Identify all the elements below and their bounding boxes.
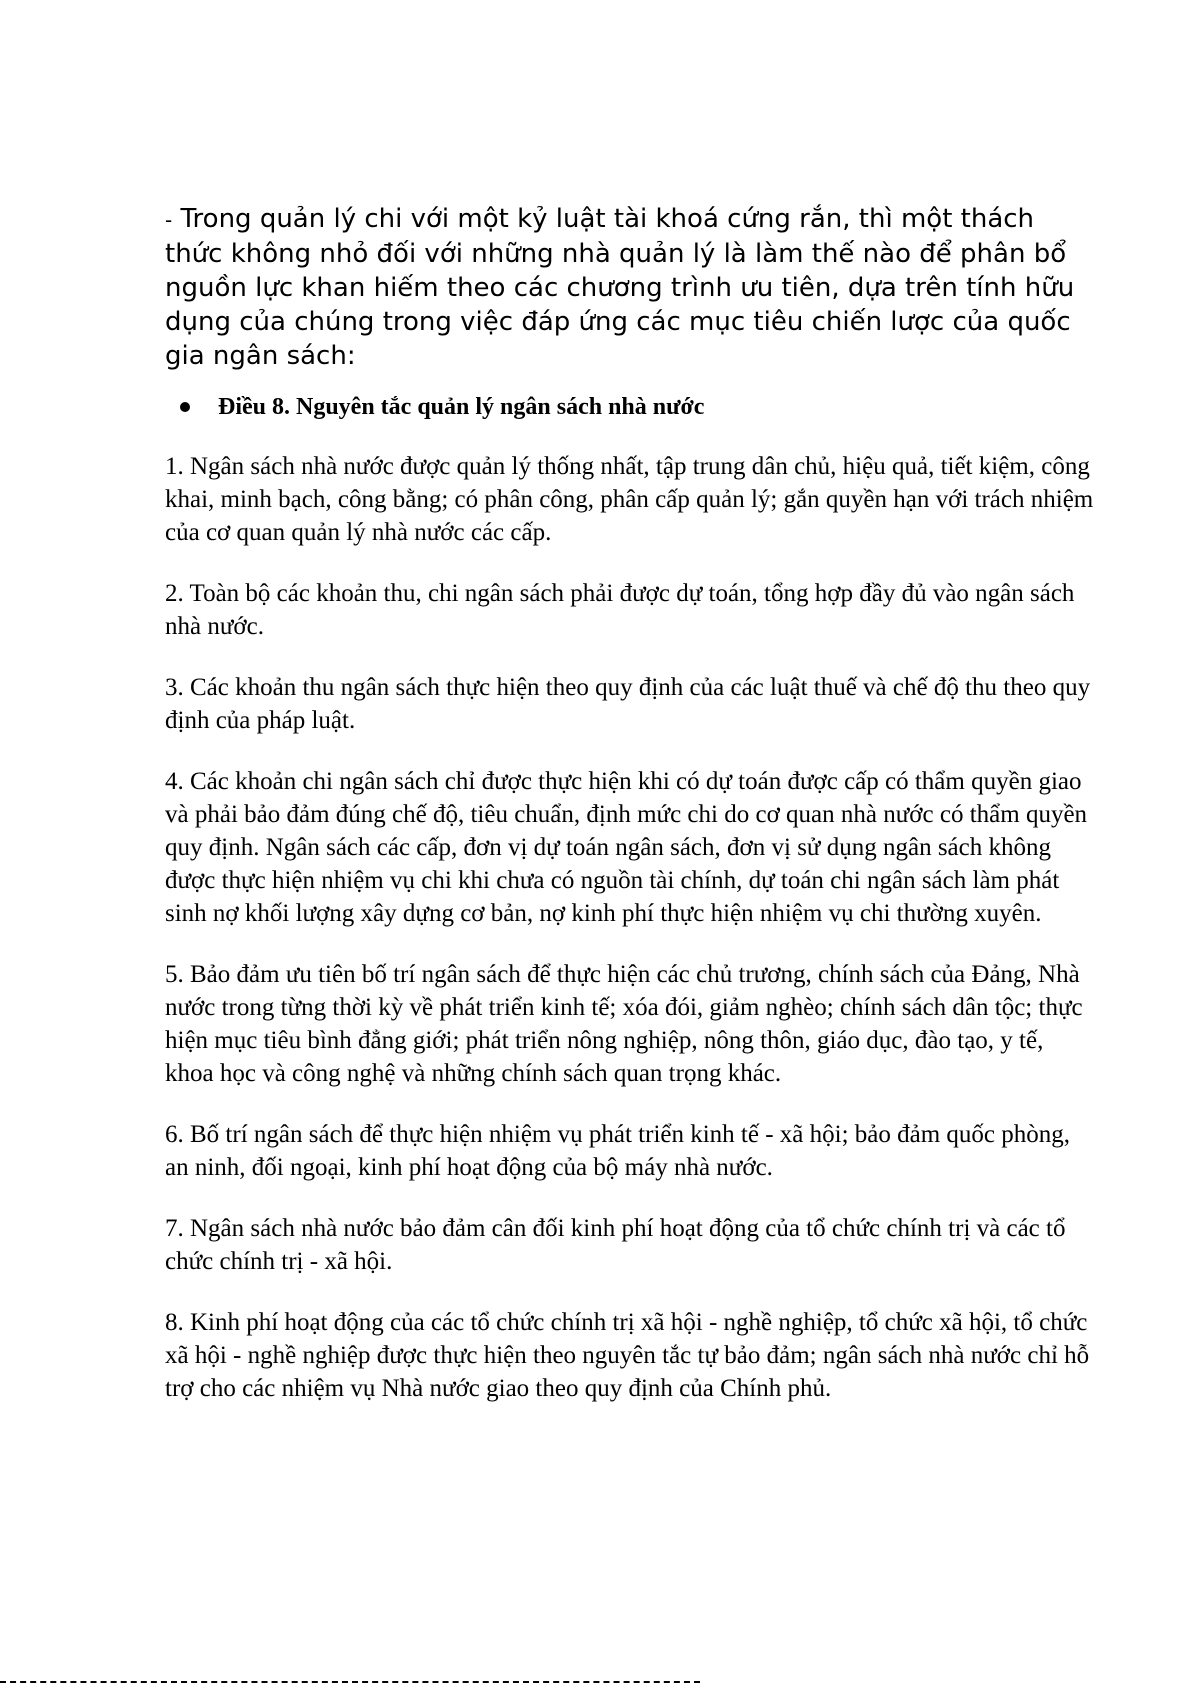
article-body bbox=[165, 450, 1095, 1433]
intro-paragraph bbox=[165, 202, 1095, 373]
article-heading bbox=[180, 390, 1080, 424]
clause-1: 1. Ngân sách nhà nước được quản lý thống nhất, tập trung dân chủ, hiệu quả, tiết kiệm, công khai, minh bạch, công bằng; có phân công, phân cấp quản lý; gắn quyền hạn với trách nhiệm của cơ quan quản lý nhà nước các cấp. bbox=[165, 453, 1094, 546]
bullet-icon bbox=[180, 402, 190, 412]
clause-4: 4. Các khoản chi ngân sách chỉ được thực hiện khi có dự toán được cấp có thẩm quyền giao và phải bảo đảm đúng chế độ, tiêu chuẩn, định mức chi do cơ quan nhà nước có thẩm quyền quy định. Ngân sách các cấp, đơn vị dự toán ngân sách, đơn vị sử dụng ngân sách không được thực hiện nhiệm vụ chi khi chưa có nguồn tài chính, dự toán chi ngân sách làm phát sinh nợ khối lượng xây dựng cơ bản, nợ kinh phí thực hiện nhiệm vụ chi thường xuyên. bbox=[165, 768, 1088, 927]
clause-6: 6. Bố trí ngân sách để thực hiện nhiệm vụ phát triển kinh tế - xã hội; bảo đảm quốc phòng, an ninh, đối ngoại, kinh phí hoạt động của bộ máy nhà nước. bbox=[165, 1121, 1071, 1181]
intro-text: Trong quản lý chi với một kỷ luật tài khoá cứng rắn, thì một thách thức không nhỏ đối với những nhà quản lý là làm thế nào để phân bổ nguồn lực khan hiếm theo các chương trình ưu tiên, dựa trên tính hữu dụng của chúng trong việc đáp ứng các mục tiêu chiến lược của quốc gia ngân sách: bbox=[165, 204, 1075, 371]
clause-2: 2. Toàn bộ các khoản thu, chi ngân sách phải được dự toán, tổng hợp đầy đủ vào ngân sách nhà nước. bbox=[165, 580, 1075, 640]
clause-3: 3. Các khoản thu ngân sách thực hiện theo quy định của các luật thuế và chế độ thu theo quy định của pháp luật. bbox=[165, 674, 1091, 734]
clause-7: 7. Ngân sách nhà nước bảo đảm cân đối kinh phí hoạt động của tổ chức chính trị và các tổ chức chính trị - xã hội. bbox=[165, 1215, 1066, 1275]
page-bottom-rule bbox=[0, 1681, 700, 1683]
clause-8: 8. Kinh phí hoạt động của các tổ chức chính trị xã hội - nghề nghiệp, tổ chức xã hội, tổ chức xã hội - nghề nghiệp được thực hiện theo nguyên tắc tự bảo đảm; ngân sách nhà nước chỉ hỗ trợ cho các nhiệm vụ Nhà nước giao theo quy định của Chính phủ. bbox=[165, 1309, 1090, 1402]
intro-dash: - bbox=[165, 208, 173, 232]
clause-5: 5. Bảo đảm ưu tiên bố trí ngân sách để thực hiện các chủ trương, chính sách của Đảng, Nhà nước trong từng thời kỳ về phát triển kinh tế; xóa đói, giảm nghèo; chính sách dân tộc; thực hiện mục tiêu bình đẳng giới; phát triển nông nghiệp, nông thôn, giáo dục, đào tạo, y tế, khoa học và công nghệ và những chính sách quan trọng khác. bbox=[165, 961, 1083, 1087]
article-heading-text: Điều 8. Nguyên tắc quản lý ngân sách nhà nước bbox=[218, 394, 705, 420]
